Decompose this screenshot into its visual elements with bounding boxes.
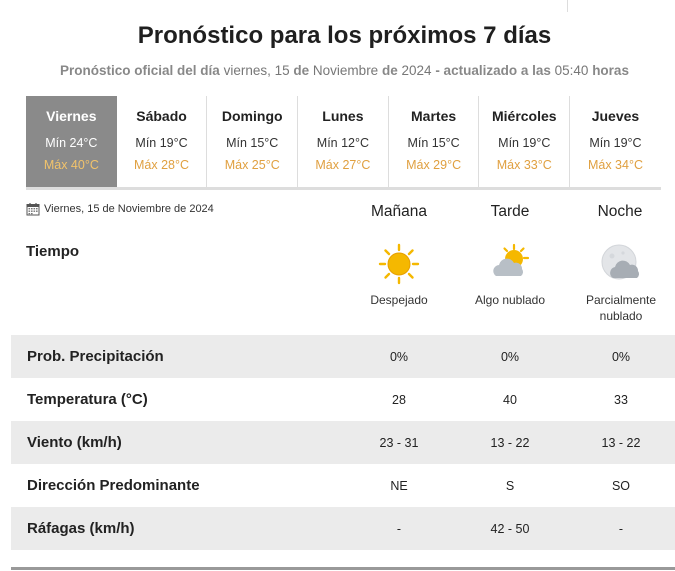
cell-tarde: 42 - 50 bbox=[490, 521, 530, 536]
tab-day-domingo[interactable] bbox=[207, 96, 298, 187]
forecast-detail-table bbox=[11, 335, 675, 550]
day-max-temp: Máx 33°C bbox=[496, 158, 552, 172]
day-name: Sábado bbox=[136, 108, 187, 124]
tiempo-label: Tiempo bbox=[26, 243, 80, 260]
tab-day-viernes[interactable] bbox=[26, 96, 117, 187]
tab-day-martes[interactable] bbox=[389, 96, 480, 187]
weather-desc bbox=[566, 292, 675, 324]
cell-tarde: S bbox=[505, 478, 515, 493]
subtitle-de2: de bbox=[381, 63, 398, 78]
cell-noche: SO bbox=[611, 478, 631, 493]
row-label: Prob. Precipitación bbox=[27, 348, 164, 365]
cell-manana: 0% bbox=[389, 349, 409, 364]
period-header-tarde: Tarde bbox=[490, 203, 530, 220]
weather-desc: Despejado bbox=[370, 293, 428, 307]
moon-cloud-icon bbox=[599, 242, 643, 286]
day-name: Domingo bbox=[221, 108, 283, 124]
selected-date bbox=[26, 202, 214, 216]
weather-noche bbox=[566, 242, 675, 324]
weather-tarde bbox=[455, 242, 565, 308]
tab-day-miercoles[interactable] bbox=[479, 96, 570, 187]
weather-desc-line2: nublado bbox=[599, 309, 643, 323]
weather-desc: Algo nublado bbox=[474, 293, 546, 307]
tab-day-jueves[interactable] bbox=[570, 96, 661, 187]
cell-manana: 23 - 31 bbox=[379, 435, 419, 450]
calendar-icon bbox=[26, 202, 40, 216]
day-min-temp: Mín 24°C bbox=[45, 136, 98, 150]
day-max-temp: Máx 34°C bbox=[587, 158, 643, 172]
cell-tarde: 40 bbox=[503, 392, 517, 407]
day-min-temp: Mín 12°C bbox=[316, 136, 370, 150]
selected-date-text: Viernes, 15 de Noviembre de 2024 bbox=[44, 203, 214, 215]
cell-manana: NE bbox=[390, 478, 408, 493]
day-name: Lunes bbox=[322, 108, 364, 124]
weather-desc-line1: Parcialmente bbox=[585, 293, 657, 307]
subtitle-updated: - actualizado a las bbox=[435, 63, 551, 78]
top-divider bbox=[567, 0, 568, 12]
day-min-temp: Mín 15°C bbox=[407, 136, 460, 150]
subtitle-date: viernes, 15 bbox=[223, 63, 290, 78]
day-min-temp: Mín 19°C bbox=[135, 136, 188, 150]
day-max-temp: Máx 28°C bbox=[134, 158, 190, 172]
page-subtitle bbox=[0, 63, 675, 78]
period-header-manana: Mañana bbox=[370, 203, 427, 220]
weather-manana bbox=[344, 242, 454, 308]
cell-manana: - bbox=[396, 521, 402, 536]
cell-tarde: 0% bbox=[500, 349, 520, 364]
cell-noche: 13 - 22 bbox=[601, 435, 641, 450]
day-name: Miércoles bbox=[491, 108, 557, 124]
subtitle-de: de bbox=[293, 63, 310, 78]
day-max-temp: Máx 29°C bbox=[406, 158, 462, 172]
row-label: Dirección Predominante bbox=[27, 477, 200, 494]
day-max-temp: Máx 40°C bbox=[43, 158, 99, 172]
cell-manana: 28 bbox=[392, 392, 406, 407]
cell-noche: 0% bbox=[611, 349, 631, 364]
day-name: Jueves bbox=[591, 108, 640, 124]
table-row bbox=[11, 335, 675, 378]
row-label: Temperatura (°C) bbox=[27, 391, 148, 408]
cell-tarde: 13 - 22 bbox=[490, 435, 530, 450]
subtitle-year: 2024 bbox=[401, 63, 432, 78]
day-name: Viernes bbox=[46, 108, 97, 124]
day-min-temp: Mín 19°C bbox=[589, 136, 642, 150]
sun-icon bbox=[377, 242, 421, 286]
table-row bbox=[11, 464, 675, 507]
page-title: Pronóstico para los próximos 7 días bbox=[137, 22, 552, 49]
cell-noche: - bbox=[618, 521, 624, 536]
day-min-temp: Mín 19°C bbox=[498, 136, 551, 150]
tab-day-lunes[interactable] bbox=[298, 96, 389, 187]
table-row bbox=[11, 421, 675, 464]
row-label: Ráfagas (km/h) bbox=[27, 520, 135, 537]
tab-day-sabado[interactable] bbox=[117, 96, 208, 187]
cell-noche: 33 bbox=[614, 392, 628, 407]
day-max-temp: Máx 27°C bbox=[315, 158, 371, 172]
subtitle-time: 05:40 bbox=[554, 63, 589, 78]
row-label: Viento (km/h) bbox=[27, 434, 122, 451]
subtitle-month: Noviembre bbox=[312, 63, 379, 78]
period-header-noche: Noche bbox=[597, 203, 643, 220]
table-row bbox=[11, 378, 675, 421]
table-row bbox=[11, 507, 675, 550]
day-max-temp: Máx 25°C bbox=[224, 158, 280, 172]
subtitle-horas: horas bbox=[592, 63, 629, 78]
day-min-temp: Mín 15°C bbox=[226, 136, 279, 150]
subtitle-prefix: Pronóstico oficial del día bbox=[60, 63, 220, 78]
sun-cloud-icon bbox=[488, 242, 532, 286]
day-tabs bbox=[26, 96, 661, 190]
bottom-divider bbox=[11, 567, 675, 570]
day-name: Martes bbox=[411, 108, 457, 124]
